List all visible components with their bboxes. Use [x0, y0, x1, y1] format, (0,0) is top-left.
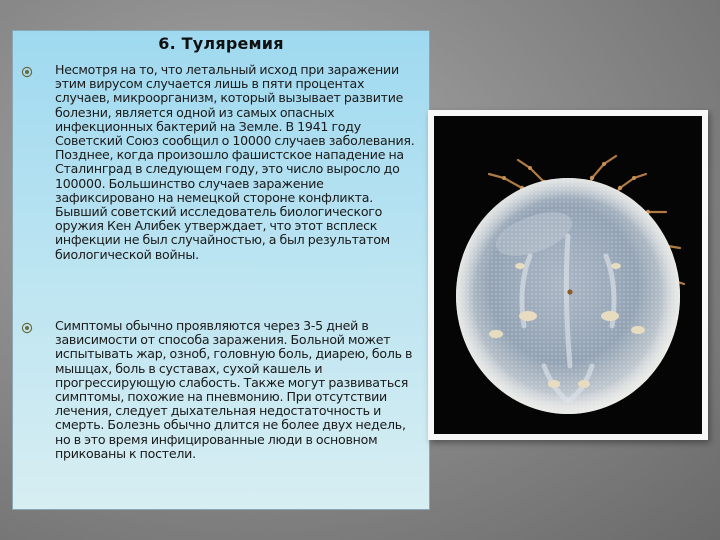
bullet-text: Несмотря на то, что летальный исход при заражении этим вирусом случается лишь в пяти процентах случаев, микроорганизм, который вызывает развитие болезни, является одной из самых опасных инфекционных бактерий на Земле. В 1941 году Советский Союз сообщил о 10000 случаев заболевания. Позднее, когда произошло фашистское нападение на Сталинград в следующем году, это число выросло до 100000. Большинство случаев заражение зафиксировано на немецкой стороне конфликта. Бывший советский исследователь биологического оружия Кен Алибек утверждает, что этот всплеск инфекции не был случайностью, а был результатом биологической войны.: [55, 62, 415, 262]
circle-bullet-icon: [21, 63, 55, 262]
circle-bullet-icon: [21, 319, 55, 461]
tick-photo: [428, 110, 708, 440]
bullet-item-tularemia-symptoms: [21, 319, 419, 461]
slide-title: 6. Туляремия: [158, 34, 284, 53]
bullet-text: Симптомы обычно проявляются через 3-5 дней в зависимости от способа заражения. Больной может испытывать жар, озноб, головную боль, диарею, боль в мышцах, боль в суставах, сухой кашель и прогрессирующую слабость. Также могут развиваться симптомы, похожие на пневмонию. При отсутствии лечения, следует дыхательная недостаточность и смерть. Болезнь обычно длится не более двух недель, но в это время инфицированные люди в основном прикованы к постели.: [55, 318, 413, 461]
tick-photo-image: [434, 116, 702, 434]
text-panel: [12, 30, 430, 510]
bullet-item-tularemia-history: [21, 63, 419, 262]
